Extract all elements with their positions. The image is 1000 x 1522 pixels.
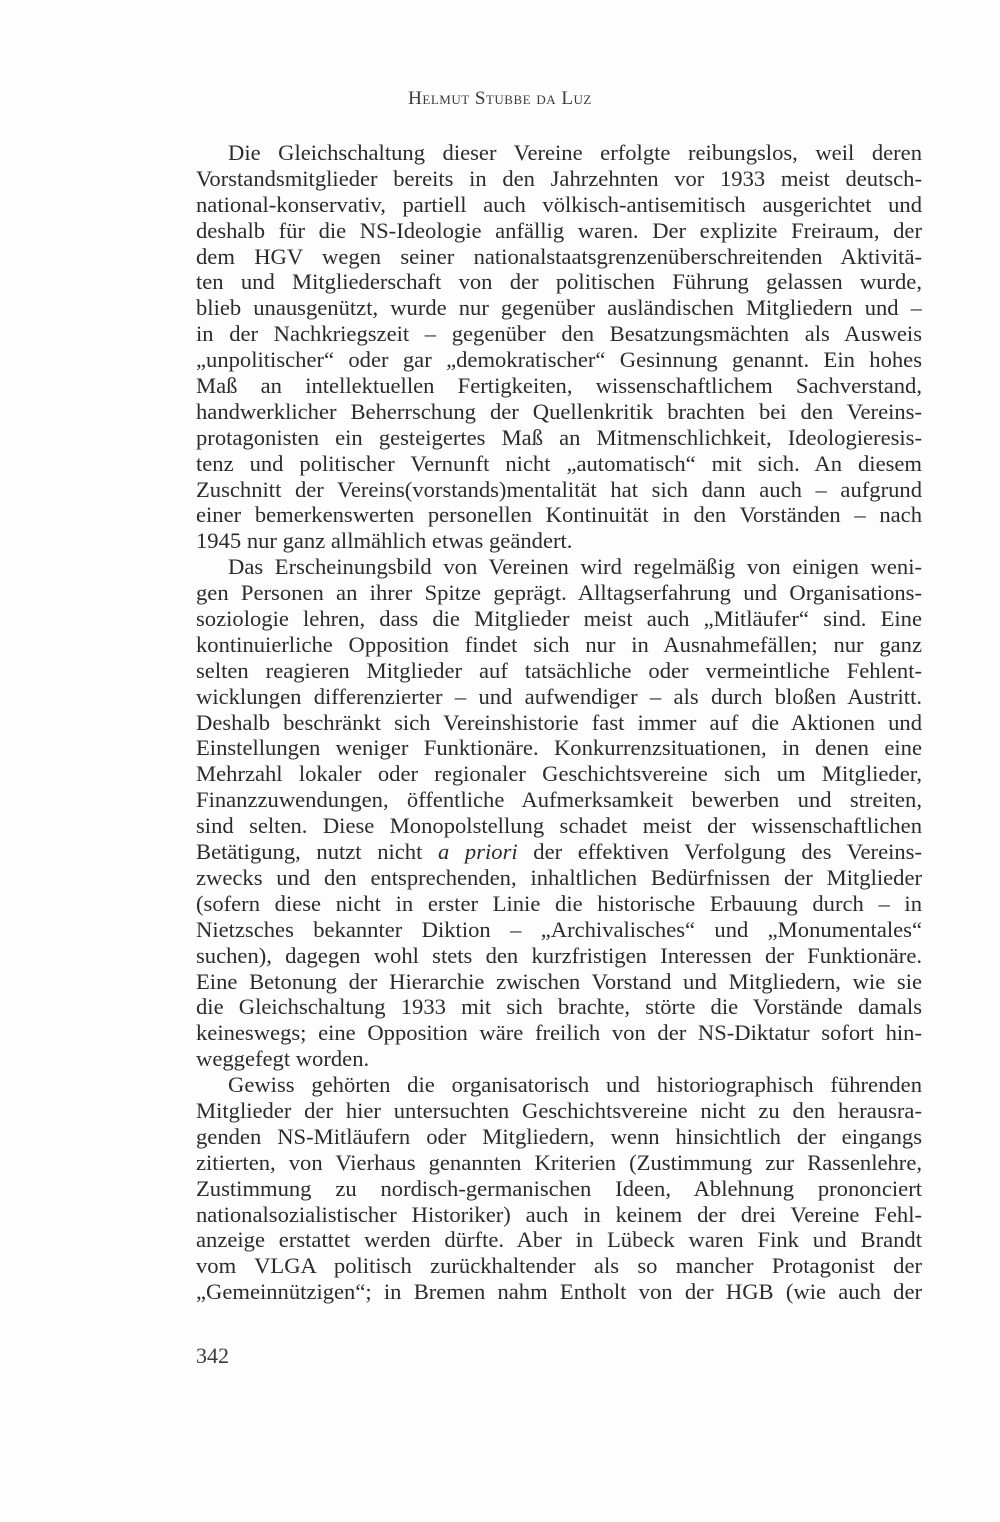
text-line: weggefegt worden. <box>196 1046 370 1072</box>
text-line: nationalsozialistischer Historiker) auch in keinem der drei Vereine Fehl- <box>196 1201 922 1227</box>
text-line: in der Nachkriegszeit – gegenüber den Besatzungsmächten als Ausweis <box>196 321 922 347</box>
text-line: Gewiss gehörten die organisatorisch und historiographisch führenden <box>228 1072 922 1098</box>
text-line: genden NS-Mitläufern oder Mitgliedern, wenn hinsichtlich der eingangs <box>196 1123 922 1149</box>
text-line: gen Personen an ihrer Spitze geprägt. Alltagserfahrung und Organisations- <box>196 580 922 606</box>
text-line: keineswegs; eine Opposition wäre freilich von der NS-Diktatur sofort hin- <box>196 1020 922 1046</box>
text-line: wicklungen differenzierter – und aufwendiger – als durch bloßen Austritt. <box>196 683 922 709</box>
paragraph-1 <box>196 140 922 554</box>
text-line: soziologie lehren, dass die Mitglieder meist auch „Mitläufer“ sind. Eine <box>196 606 922 632</box>
text-line: „Gemeinnützigen“; in Bremen nahm Entholt von der HGB (wie auch der <box>196 1279 922 1305</box>
text-line: vom VLGA politisch zurückhaltender als so mancher Protagonist der <box>196 1253 922 1279</box>
text-line: kontinuierliche Opposition findet sich nur in Ausnahmefällen; nur ganz <box>196 631 922 657</box>
text-line: blieb unausgenützt, wurde nur gegenüber ausländischen Mitgliedern und – <box>196 295 922 321</box>
text-line: national-konservativ, partiell auch völkisch-antisemitisch ausgerichtet und <box>196 191 922 217</box>
text-line: Die Gleichschaltung dieser Vereine erfolgte reibungslos, weil deren <box>228 140 922 165</box>
running-head: Helmut Stubbe da Luz <box>408 88 592 109</box>
text-line: „unpolitischer“ oder gar „demokratischer“ Gesinnung genannt. Ein hohes <box>196 347 922 373</box>
text-line: die Gleichschaltung 1933 mit sich brachte, störte die Vorstände damals <box>196 994 922 1020</box>
page-number: 342 <box>196 1343 229 1368</box>
italic-phrase: a priori <box>438 839 518 865</box>
text-line: Mitglieder der hier untersuchten Geschichtsvereine nicht zu den herausra- <box>196 1097 922 1123</box>
text-line: Zuschnitt der Vereins(vorstands)mentalität hat sich dann auch – aufgrund <box>196 476 922 502</box>
text-line: Zustimmung zu nordisch-germanischen Ideen, Ablehnung prononciert <box>196 1175 922 1201</box>
text-line: Nietzsches bekannter Diktion – „Archivalisches“ und „Monumentales“ <box>196 916 922 942</box>
text-line: Betätigung, nutzt nicht a priori der effektiven Verfolgung des Vereins- <box>196 839 922 865</box>
text-line: Finanzzuwendungen, öffentliche Aufmerksamkeit bewerben und streiten, <box>196 787 922 813</box>
text-line: einer bemerkenswerten personellen Kontinuität in den Vorständen – nach <box>196 502 922 528</box>
paragraph-3 <box>196 1072 922 1305</box>
text-line: anzeige erstattet werden dürfte. Aber in Lübeck waren Fink und Brandt <box>196 1227 922 1253</box>
text-line: handwerklicher Beherrschung der Quellenkritik brachten bei den Vereins- <box>196 398 922 424</box>
text-line: Das Erscheinungsbild von Vereinen wird regelmäßig von einigen weni- <box>228 554 922 580</box>
text-line: (sofern diese nicht in erster Linie die historische Erbauung durch – in <box>196 890 922 916</box>
body-text <box>196 140 922 1305</box>
text-line: 1945 nur ganz allmählich etwas geändert. <box>196 528 573 554</box>
text-line: protagonisten ein gesteigertes Maß an Mitmenschlichkeit, Ideologieresis- <box>196 424 922 450</box>
text-line: suchen), dagegen wohl stets den kurzfristigen Interessen der Funktionäre. <box>196 942 922 968</box>
text-line: sind selten. Diese Monopolstellung schadet meist der wissenschaftlichen <box>196 813 922 839</box>
text-line: zwecks und den entsprechenden, inhaltlichen Bedürfnissen der Mitglieder <box>196 864 922 890</box>
text-line: Einstellungen weniger Funktionäre. Konkurrenzsituationen, in denen eine <box>196 735 922 761</box>
text-line: dem HGV wegen seiner nationalstaatsgrenzenüberschreitenden Aktivitä- <box>196 243 922 269</box>
text-line: tenz und politischer Vernunft nicht „automatisch“ mit sich. An diesem <box>196 450 922 476</box>
text-line: deshalb für die NS-Ideologie anfällig waren. Der explizite Freiraum, der <box>196 217 922 243</box>
text-line: Vorstandsmitglieder bereits in den Jahrzehnten vor 1933 meist deutsch- <box>196 165 922 191</box>
text-line: Maß an intellektuellen Fertigkeiten, wissenschaftlichem Sachverstand, <box>196 373 922 399</box>
text-line: Mehrzahl lokaler oder regionaler Geschichtsvereine sich um Mitglieder, <box>196 761 922 787</box>
text-line: ten und Mitgliederschaft von der politischen Führung gelassen wurde, <box>196 269 922 295</box>
text-line: Deshalb beschränkt sich Vereinshistorie fast immer auf die Aktionen und <box>196 709 922 735</box>
paragraph-2 <box>196 554 922 1072</box>
text-line: Eine Betonung der Hierarchie zwischen Vorstand und Mitgliedern, wie sie <box>196 968 922 994</box>
text-line: zitierten, von Vierhaus genannten Kriterien (Zustimmung zur Rassenlehre, <box>196 1149 922 1175</box>
text-line: selten reagieren Mitglieder auf tatsächliche oder vermeintliche Fehlent- <box>196 657 922 683</box>
